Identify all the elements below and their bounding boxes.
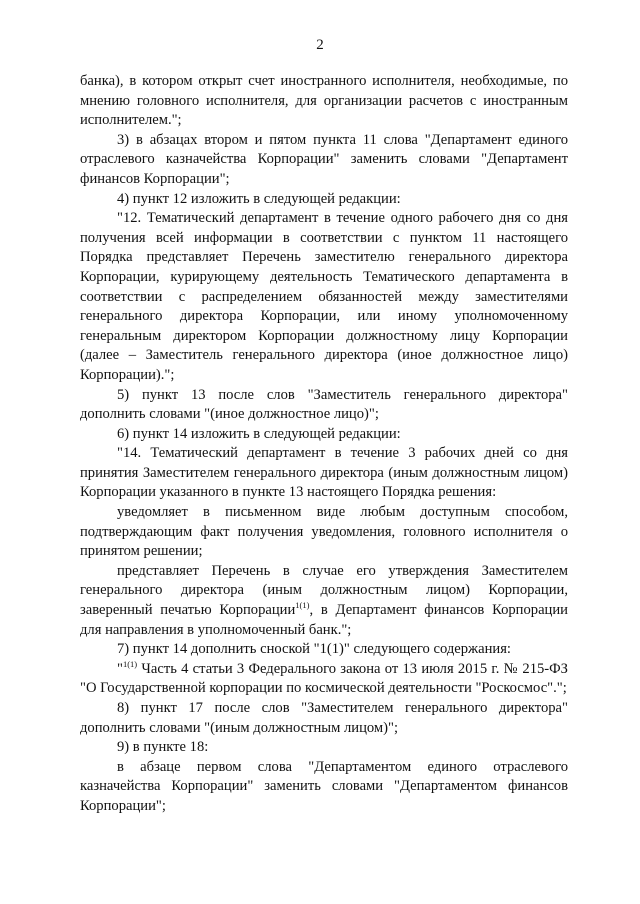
paragraph-notify: уведомляет в письменном виде любым доступным способом, подтверждающим факт получения уведомления, головного исполнителя о принятом решении;: [80, 504, 568, 560]
paragraph-point-14-text: "14. Тематический департамент в течение 3 рабочих дней со дня принятия Заместителем генерального директора (иным должностным лицом) Корпорации указанного в пункте 13 настоящего Порядка решения:: [80, 445, 568, 501]
paragraph-footnote-text: [80, 660, 568, 699]
paragraph-continuation: банка), в котором открыт счет иностранного исполнителя, необходимые, по мнению головного исполнителя, для организации расчетов с иностранным исполнителем.";: [80, 73, 568, 129]
paragraph-item-5: 5) пункт 13 после слов "Заместитель генерального директора" дополнить словами "(иное должностное лицо)";: [80, 386, 568, 423]
footnote-ref: 1(1): [295, 600, 310, 611]
submit-list-text-after: , в Департамент финансов Корпорации для направления в уполномоченный банк.";: [80, 602, 568, 638]
paragraph-submit-list: [80, 562, 568, 640]
paragraph-item-6: 6) пункт 14 изложить в следующей редакции:: [117, 425, 401, 442]
paragraph-item-4: 4) пункт 12 изложить в следующей редакции:: [117, 190, 401, 207]
paragraph-item-3: 3) в абзацах втором и пятом пункта 11 слова "Департамент единого отраслевого казначейства Корпорации" заменить словами "Департамент финансов Корпорации";: [80, 131, 568, 187]
paragraph-item-9: 9) в пункте 18:: [117, 739, 209, 756]
document-body: [80, 72, 568, 817]
paragraph-point-12-text: "12. Тематический департамент в течение одного рабочего дня со дня получения всей информации в соответствии с пунктом 11 настоящего Порядка представляет Перечень заместителю генерального директора Корпорации, курирующему деятельность Тематического департамента в соответствии с распределением обязанностей между заместителями генерального директора Корпорации, или иному уполномоченному генеральным директором Корпорации должностному лицу Корпорации (далее – Заместитель генерального директора (иное должностное лицо) Корпорации).";: [80, 210, 568, 383]
page-number: 2: [316, 37, 324, 53]
footnote-quote: ": [117, 660, 123, 677]
paragraph-item-7: 7) пункт 14 дополнить сноской "1(1)" следующего содержания:: [117, 641, 511, 658]
footnote-mark: 1(1): [122, 658, 138, 669]
paragraph-item-8: 8) пункт 17 после слов "Заместителем генерального директора" дополнить словами "(иным должностным лицом)";: [80, 700, 568, 736]
paragraph-point-18-first: в абзаце первом слова "Департаментом единого отраслевого казначейства Корпорации" заменить словами "Департаментом финансов Корпорации";: [80, 758, 568, 814]
footnote-body: Часть 4 статьи 3 Федерального закона от 13 июля 2015 г. № 215-ФЗ "О Государственной корпорации по космической деятельности "Роскосмос".";: [80, 660, 568, 697]
submit-list-text-before: представляет Перечень в случае его утверждения Заместителем генерального директора (иным должностным лицом) Корпорации, заверенный печатью Корпорации: [80, 562, 568, 619]
